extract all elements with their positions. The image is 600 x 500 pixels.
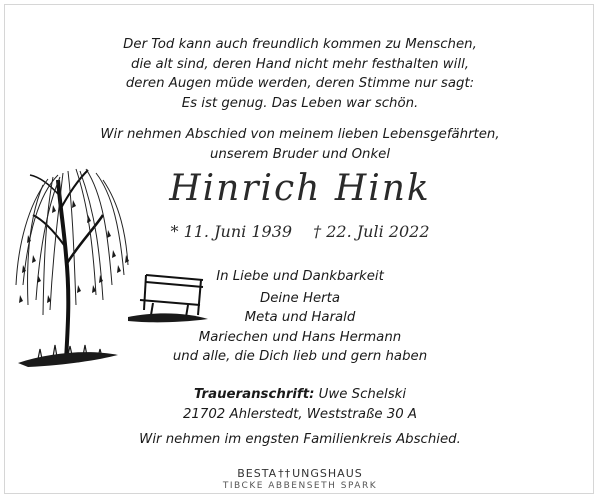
poem-line: Es ist genug. Das Leben war schön. (181, 95, 419, 111)
funeral-home-logo (0, 467, 600, 491)
mourning-address (0, 385, 600, 424)
birth-date: * 11. Juni 1939 (170, 222, 293, 241)
farewell-line: Wir nehmen Abschied von meinem lieben Lebensgefährten, (100, 127, 500, 142)
poem-line: die alt sind, deren Hand nicht mehr festhalten will, (131, 56, 469, 72)
address-name: Uwe Schelski (318, 387, 407, 402)
deceased-name: Hinrich Hink (169, 168, 431, 209)
mourner-line: Deine Herta (260, 290, 340, 306)
cross-icon: †† (278, 467, 292, 480)
mourners (0, 267, 600, 367)
logo-main (0, 467, 600, 480)
farewell-line: unserem Bruder und Onkel (209, 146, 391, 162)
death-date: † 22. Juli 2022 (313, 222, 430, 241)
address-street: 21702 Ahlerstedt, Weststraße 30 A (182, 406, 418, 422)
poem (0, 35, 600, 113)
mourners-intro: In Liebe und Dankbarkeit (216, 269, 384, 284)
poem-line: Der Tod kann auch freundlich kommen zu Menschen, (123, 37, 477, 52)
poem-line: deren Augen müde werden, deren Stimme nur sagt: (125, 76, 475, 91)
logo-sub: TIBCKE ABBENSETH SPARK (222, 481, 378, 491)
logo-main-left: BESTA (237, 467, 278, 480)
logo-main-right: UNGSHAUS (292, 467, 363, 480)
closing-text: Wir nehmen im engsten Familienkreis Abschied. (139, 432, 461, 447)
address-line-1 (0, 385, 600, 405)
mourner-line: und alle, die Dich lieb und gern haben (172, 349, 428, 364)
mourner-line: Meta und Harald (244, 310, 356, 325)
mourner-line: Mariechen und Hans Hermann (198, 329, 402, 345)
address-label: Traueranschrift: (193, 387, 315, 402)
life-dates (0, 222, 600, 241)
